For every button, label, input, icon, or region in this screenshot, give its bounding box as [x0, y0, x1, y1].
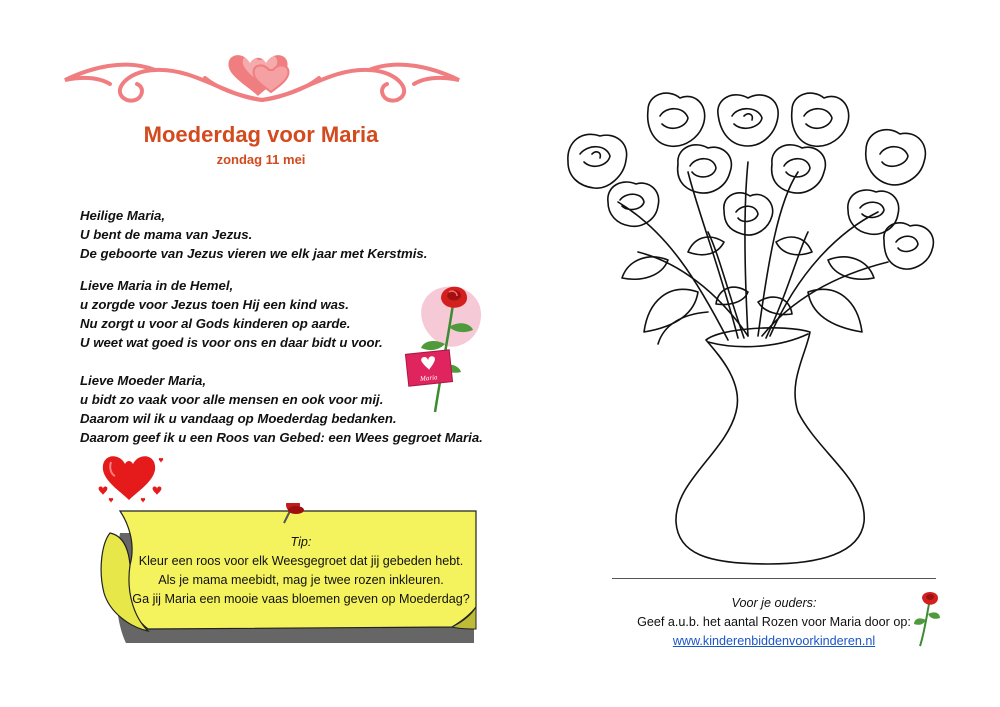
poem-line: Daarom wil ik u vandaag op Moederdag bedanken. — [80, 411, 397, 426]
parents-text: Geef a.u.b. het aantal Rozen voor Maria door op: — [637, 615, 911, 629]
rose-icon — [912, 590, 942, 648]
poem-line: De geboorte van Jezus vieren we elk jaar met Kerstmis. — [80, 246, 428, 261]
tip-text — [125, 533, 477, 609]
poem-line: Lieve Maria in de Hemel, — [80, 278, 234, 293]
rose-sign-label: Maria — [419, 373, 438, 383]
poem-line: Heilige Maria, — [80, 208, 166, 223]
parents-note — [612, 594, 936, 651]
poem-line: U bent de mama van Jezus. — [80, 227, 253, 242]
poem-line: Lieve Moeder Maria, — [80, 373, 207, 388]
heart-ornament-icon — [55, 38, 470, 113]
tip-heading: Tip: — [290, 535, 312, 549]
tip-line: Als je mama meebidt, mag je twee rozen inkleuren. — [158, 573, 444, 587]
hearts-icon — [95, 450, 165, 508]
tip-line: Kleur een roos voor elk Weesgegroet dat jij gebeden hebt. — [138, 554, 464, 568]
rose-icon — [405, 272, 487, 422]
tip-line: Ga jij Maria een mooie vaas bloemen geven op Moederdag? — [132, 592, 470, 606]
poem-line: Nu zorgt u voor al Gods kinderen op aarde. — [80, 316, 351, 331]
website-link[interactable]: www.kinderenbiddenvoorkinderen.nl — [672, 634, 876, 648]
poem-stanza-2 — [80, 276, 383, 352]
parents-heading: Voor je ouders: — [731, 596, 817, 610]
page-title: Moederdag voor Maria — [143, 122, 379, 147]
poem-line: u bidt zo vaak voor alle mensen en ook voor mij. — [80, 392, 384, 407]
poem-line: Daarom geef ik u een Roos van Gebed: een Wees gegroet Maria. — [80, 430, 483, 445]
poem-line: u zorgde voor Jezus toen Hij een kind was. — [80, 297, 349, 312]
divider — [612, 578, 936, 579]
vase-with-roses-icon — [548, 92, 948, 572]
page-subtitle: zondag 11 mei — [216, 152, 306, 167]
poem-stanza-1 — [80, 206, 427, 263]
poem-line: U weet wat goed is voor ons en daar bidt u voor. — [80, 335, 383, 350]
